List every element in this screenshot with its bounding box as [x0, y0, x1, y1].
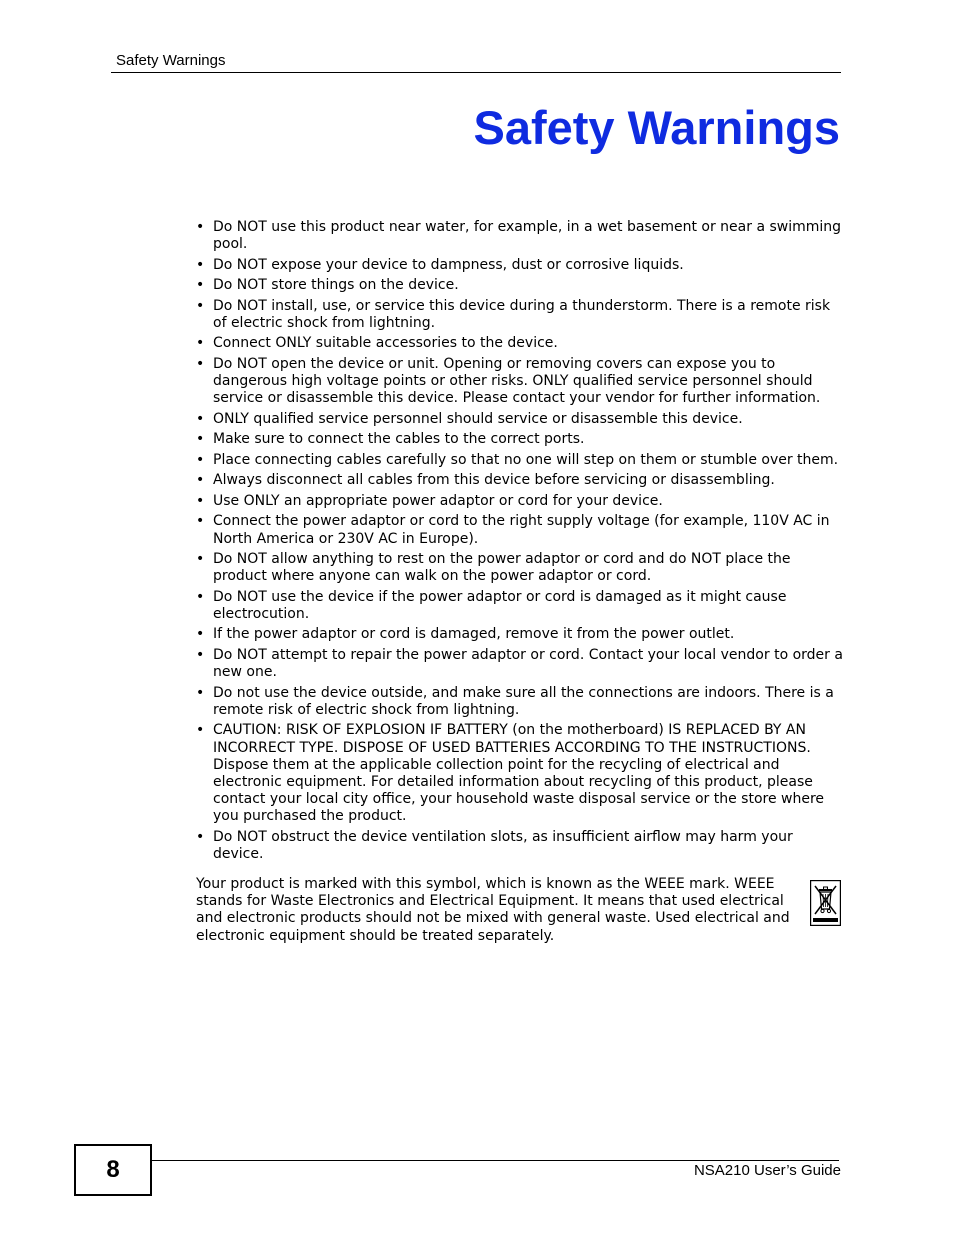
- bullet-icon: •: [196, 551, 205, 568]
- bullet-icon: •: [196, 684, 205, 701]
- list-item: [196, 551, 846, 585]
- warning-text: Always disconnect all cables from this device before servicing or disassembling.: [213, 472, 775, 489]
- warning-text: Do NOT open the device or unit. Opening or removing covers can expose you to dangerous high voltage points or other risks. ONLY qualified service personnel should service or disassemble this device. Please contact your vendor for further information.: [213, 355, 821, 407]
- list-item: [196, 335, 846, 352]
- list-item: [196, 452, 846, 469]
- running-header: Safety Warnings: [116, 52, 226, 69]
- warning-text: Do NOT install, use, or service this device during a thunderstorm. There is a remote risk of electric shock from lightning.: [213, 297, 831, 331]
- bullet-icon: •: [196, 828, 205, 845]
- warning-text: Use ONLY an appropriate power adaptor or cord for your device.: [213, 492, 663, 509]
- bullet-icon: •: [196, 355, 205, 372]
- list-item: [196, 411, 846, 428]
- warning-text: Do not use the device outside, and make sure all the connections are indoors. There is a remote risk of electric shock from lightning.: [213, 684, 834, 718]
- list-item: [196, 219, 846, 253]
- weee-crossed-bin-icon: [810, 880, 841, 926]
- bullet-icon: •: [196, 431, 205, 448]
- warning-text: ONLY qualified service personnel should service or disassemble this device.: [213, 410, 743, 427]
- list-item: [196, 829, 846, 863]
- bullet-icon: •: [196, 646, 205, 663]
- page-number: 8: [106, 1156, 120, 1183]
- bullet-icon: •: [196, 492, 205, 509]
- warning-text: Do NOT allow anything to rest on the power adaptor or cord and do NOT place the product where anyone can walk on the power adaptor or cord.: [213, 551, 791, 585]
- list-item: [196, 356, 846, 408]
- bullet-icon: •: [196, 256, 205, 273]
- list-item: [196, 722, 846, 825]
- bullet-icon: •: [196, 410, 205, 427]
- bullet-icon: •: [196, 472, 205, 489]
- warning-text: CAUTION: RISK OF EXPLOSION IF BATTERY (on the motherboard) IS REPLACED BY AN INCORRECT TYPE. DISPOSE OF USED BATTERIES ACCORDING TO THE INSTRUCTIONS. Dispose them at the applicable collection point for the recycling of electrical and electronic equipment. For detailed information about recycling of this product, please contact your local city office, your household waste disposal service or the store where you purchased the product.: [213, 722, 825, 825]
- footer-guide-name: NSA210 User’s Guide: [693, 1162, 841, 1179]
- list-item: [196, 589, 846, 623]
- list-item: [196, 493, 846, 510]
- bullet-icon: •: [196, 277, 205, 294]
- warning-text: Place connecting cables carefully so that no one will step on them or stumble over them.: [213, 451, 839, 468]
- weee-paragraph: Your product is marked with this symbol, which is known as the WEEE mark. WEEE stands for Waste Electronics and Electrical Equipment. It means that used electrical and electronic products should not be mixed with general waste. Used electrical and electronic equipment should be treated separately.: [196, 876, 790, 944]
- list-item: [196, 626, 846, 643]
- header-rule: [111, 72, 841, 73]
- warning-text: Do NOT store things on the device.: [213, 277, 459, 294]
- warning-text: Connect the power adaptor or cord to the right supply voltage (for example, 110V AC in North America or 230V AC in Europe).: [213, 513, 830, 547]
- list-item: [196, 431, 846, 448]
- list-item: [196, 472, 846, 489]
- bullet-icon: •: [196, 722, 205, 739]
- list-item: [196, 685, 846, 719]
- warning-text: Do NOT obstruct the device ventilation slots, as insufficient airflow may harm your device.: [213, 828, 793, 863]
- list-item: [196, 277, 846, 294]
- warning-text: Make sure to connect the cables to the correct ports.: [213, 431, 585, 448]
- bullet-icon: •: [196, 588, 205, 605]
- list-item: [196, 298, 846, 332]
- warning-text: Do NOT use the device if the power adaptor or cord is damaged as it might cause electrocution.: [213, 588, 787, 622]
- list-item: [196, 257, 846, 274]
- warning-text: Do NOT use this product near water, for example, in a wet basement or near a swimming pool.: [213, 219, 842, 253]
- list-item: [196, 513, 846, 547]
- footer-rule: [150, 1160, 839, 1161]
- warning-text: Do NOT attempt to repair the power adaptor or cord. Contact your local vendor to order a new one.: [213, 646, 843, 681]
- bullet-icon: •: [196, 513, 205, 530]
- bullet-icon: •: [196, 335, 205, 352]
- safety-warnings-list: [196, 219, 846, 867]
- bullet-icon: •: [196, 219, 205, 235]
- warning-text: If the power adaptor or cord is damaged, remove it from the power outlet.: [213, 626, 735, 643]
- page-title: Safety Warnings: [473, 101, 840, 154]
- bullet-icon: •: [196, 451, 205, 468]
- warning-text: Do NOT expose your device to dampness, dust or corrosive liquids.: [213, 256, 684, 273]
- warning-text: Connect ONLY suitable accessories to the device.: [213, 335, 558, 352]
- page-number-box: [74, 1144, 152, 1196]
- bullet-icon: •: [196, 626, 205, 643]
- list-item: [196, 647, 846, 681]
- bullet-icon: •: [196, 297, 205, 314]
